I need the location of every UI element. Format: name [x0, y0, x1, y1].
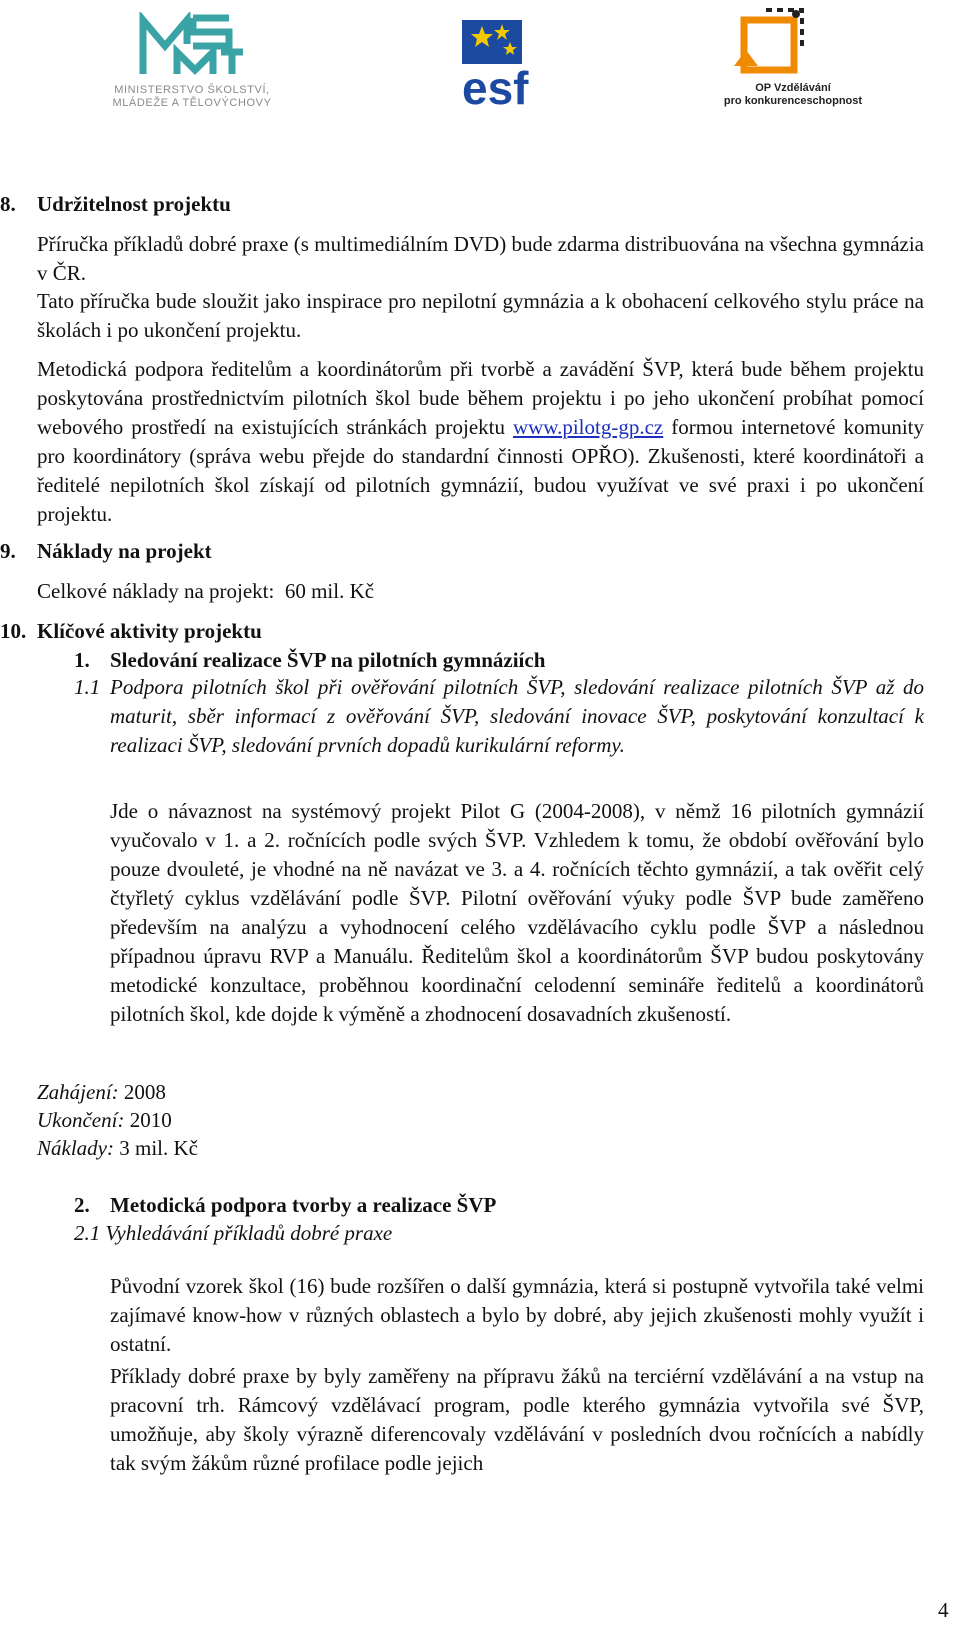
end-label: Ukončení: — [37, 1108, 125, 1132]
subactivity-title: Vyhledávání příkladů dobré praxe — [105, 1221, 393, 1245]
activity-1-cost — [37, 1134, 198, 1163]
msmt-monogram-icon — [137, 12, 247, 80]
activity-1-heading — [74, 646, 924, 675]
section-number: 10. — [0, 619, 27, 643]
section-9-heading — [0, 537, 920, 566]
section-title: Náklady na projekt — [37, 539, 212, 563]
section-8-paragraph-2: Tato příručka bude sloužit jako inspirace pro nepilotní gymnázia a k obohacení celkového stylu práce na školách i po ukončení projektu. — [37, 289, 924, 342]
msmt-logo-caption: MINISTERSTVO ŠKOLSTVÍ, MLÁDEŽE A TĚLOVÝCHOVY — [112, 84, 272, 109]
esf-wordmark: esf — [462, 62, 529, 108]
msmt-logo — [92, 12, 292, 112]
total-costs: Celkové náklady na projekt: 60 mil. Kč — [37, 579, 375, 603]
section-title: Udržitelnost projektu — [37, 192, 231, 216]
cost-value: 3 mil. Kč — [113, 1136, 198, 1160]
section-8-paragraph-1: Příručka příkladů dobré praxe (s multimediálním DVD) bude zdarma distribuována na všechna gymnázia v ČR. — [37, 232, 924, 285]
page-number: 4 — [938, 1598, 949, 1622]
activity-1-end — [37, 1106, 172, 1135]
section-8-heading — [0, 190, 920, 219]
subactivity-1-1-title: Podpora pilotních škol při ověřování pilotních ŠVP, sledování realizace pilotních ŠVP až do maturit, sběr informací z ověřování ŠVP, sledování inovace ŠVP, poskytování konzultací k realizaci ŠVP, sledování prvních dopadů kurikulární reformy. — [110, 675, 924, 757]
esf-logo — [462, 20, 554, 108]
start-label: Zahájení: — [37, 1080, 119, 1104]
section-number: 9. — [0, 539, 16, 563]
project-website-link[interactable]: www.pilotg-gp.cz — [512, 415, 664, 439]
activity-title: Sledování realizace ŠVP na pilotních gymnáziích — [110, 648, 546, 672]
end-value: 2010 — [124, 1108, 172, 1132]
activity-2-paragraph-1: Původní vzorek škol (16) bude rozšířen o další gymnázia, která si postupně vytvořila také velmi zajímavé know-how v různých oblastech a bylo by dobré, aby jejich zkušenosti mohly využít i ostatní. — [110, 1274, 924, 1356]
start-value: 2008 — [118, 1080, 166, 1104]
cost-label: Náklady: — [37, 1136, 114, 1160]
op-vk-logo — [718, 6, 868, 110]
section-8-paragraph-3 — [37, 355, 924, 529]
subactivity-1-1-number: 1.1 — [74, 675, 101, 699]
op-vk-caption: OP Vzdělávání pro konkurenceschopnost — [723, 82, 863, 107]
paragraph-text: formou internetové komunity pro koordinátory (správa webu přejde do standardní činnosti OPŘO). Zkušenosti, které koordinátoři a ředitelé nepilotních škol získají od pilotních gymnázií, budou využívat ve své praxi i po ukončení projektu. — [37, 415, 924, 526]
eu-flag-icon — [462, 20, 554, 108]
section-title: Klíčové aktivity projektu — [37, 619, 262, 643]
op-vk-emblem-icon — [718, 6, 868, 84]
activity-number: 2. — [74, 1193, 90, 1217]
activity-title: Metodická podpora tvorby a realizace ŠVP — [110, 1193, 497, 1217]
activity-1-description: Jde o návaznost na systémový projekt Pilot G (2004-2008), v němž 16 pilotních gymnázií vyučovalo v 1. a 2. ročnících podle svých ŠVP. Vzhledem k tomu, že období ověřování bylo pouze dvouleté, je vhodné na ně navázat ve 3. a 4. ročnících těchto gymnázií, a tak ověřit celý čtyřletý cyklus vzdělávání podle ŠVP. Pilotní ověřování výuky podle ŠVP bude zaměřeno především na analýzu a vyhodnocení celého vzdělávacího cyklu podle ŠVP a následnou případnou úpravu RVP a Manuálu. Ředitelům škol a koordinátorům ŠVP budou poskytovány metodické konzultace, proběhnou koordinační celodenní semináře ředitelů a koordinátorů pilotních škol, kde dojde k výměně a zhodnocení dosavadních zkušeností. — [110, 799, 924, 1026]
paragraph-text: Metodická podpora ředitelům a koordinátorům při tvorbě a zavádění ŠVP, která bude během projektu poskytována prostřednictvím pilotních škol bude během projektu i po jeho ukončení probíhat pomocí webového prostředí na existujících stránkách projektu — [37, 357, 924, 439]
subactivity-2-1-heading — [74, 1219, 924, 1248]
activity-2-heading — [74, 1191, 924, 1220]
subactivity-number: 2.1 — [74, 1221, 101, 1245]
section-10-heading — [0, 617, 920, 646]
section-number: 8. — [0, 192, 16, 216]
activity-number: 1. — [74, 648, 90, 672]
activity-1-start — [37, 1078, 166, 1107]
activity-2-paragraph-2: Příklady dobré praxe by byly zaměřeny na přípravu žáků na terciérní vzdělávání a na vstup na pracovní trh. Rámcový vzdělávací program, podle kterého gymnázia vytvořila své ŠVP, umožňuje, aby školy výrazně diferencovaly vzdělávání v posledních dvou ročnících a nabídly tak svým žákům různé profilace podle jejich — [110, 1364, 924, 1475]
